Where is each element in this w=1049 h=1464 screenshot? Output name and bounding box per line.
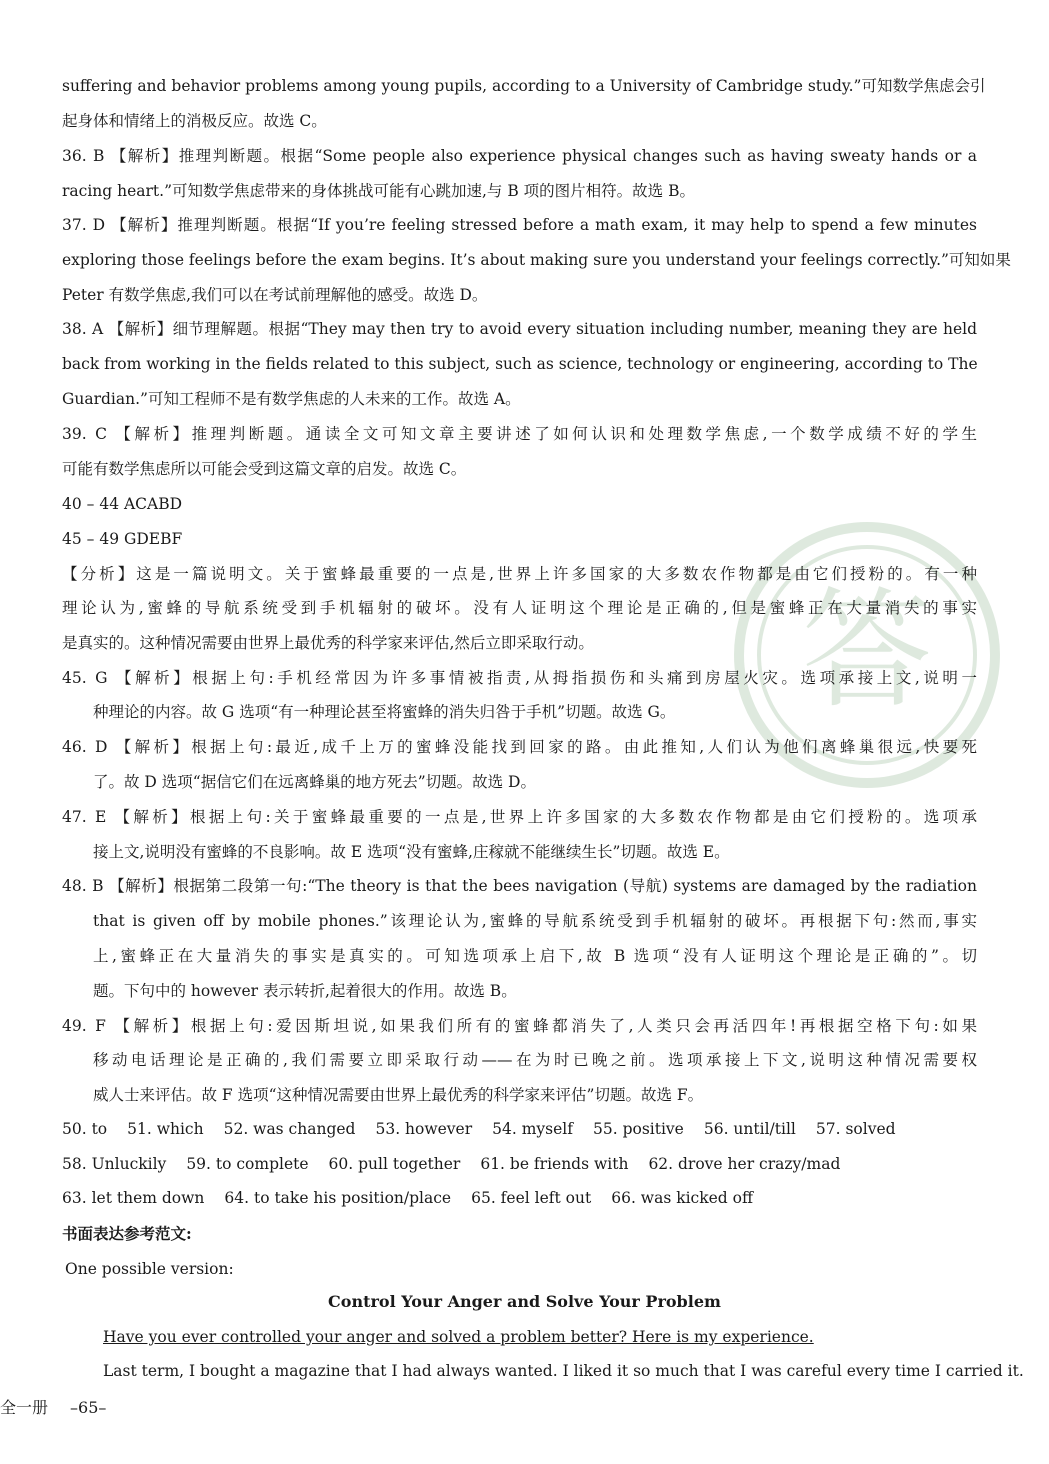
possible-version-label: One possible version: bbox=[65, 1260, 234, 1278]
text-line: 38. A 【解析】细节理解题。根据“They may then try to avoid every situation including number, meaning they are held bbox=[62, 320, 977, 338]
text-line: 36. B 【解析】推理判断题。根据“Some people also experience physical changes such as having sweaty hands or a bbox=[62, 147, 977, 165]
text-line: 47. E 【解析】根据上句:关于蜜蜂最重要的一点是,世界上许多国家的大多数农作物都是由它们授粉的。选项承 bbox=[62, 808, 977, 826]
answer-key-line: 40 – 44 ACABD bbox=[62, 495, 183, 513]
analysis-line: 是真实的。这种情况需要由世界上最优秀的科学家来评估,然后立即采取行动。 bbox=[62, 634, 594, 652]
answer-item: 57. solved bbox=[815, 1120, 896, 1138]
text-line: that is given off by mobile phones.”该理论认为,蜜蜂的导航系统受到手机辐射的破坏。再根据下句:然而,事实 bbox=[93, 912, 977, 930]
answer-item: 50. to bbox=[62, 1120, 108, 1138]
text-line: 了。故 D 选项“据信它们在远离蜂巢的地方死去”切题。故选 D。 bbox=[93, 773, 536, 791]
text-line: exploring those feelings before the exam begins. It’s about making sure you understand your feelings correctly.”可知如果 bbox=[62, 251, 1011, 269]
text-line: 46. D 【解析】根据上句:最近,成千上万的蜜蜂没能找到回家的路。由此推知,人们认为他们离蜂巢很远,快要死 bbox=[62, 738, 977, 756]
page-footer bbox=[0, 1398, 128, 1418]
answer-item: 54. myself bbox=[492, 1120, 573, 1138]
answer-item: 64. to take his position/place bbox=[224, 1189, 452, 1207]
text-line: 接上文,说明没有蜜蜂的不良影响。故 E 选项“没有蜜蜂,庄稼就不能继续生长”切题。故选 E。 bbox=[93, 843, 730, 861]
text-line: racing heart.”可知数学焦虑带来的身体挑战可能有心跳加速,与 B 项的图片相符。故选 B。 bbox=[62, 182, 695, 200]
text-line: 45. G 【解析】根据上句:手机经常因为许多事情被指责,从拇指损伤和头痛到房屋火灾。选项承接上文,说明一 bbox=[62, 669, 977, 687]
answer-item: 60. pull together bbox=[328, 1155, 461, 1173]
answer-item: 61. be friends with bbox=[480, 1155, 629, 1173]
analysis-line: 理论认为,蜜蜂的导航系统受到手机辐射的破坏。没有人证明这个理论是正确的,但是蜜蜂正在大量消失的事实 bbox=[62, 599, 977, 617]
answer-key-line: 45 – 49 GDEBF bbox=[62, 530, 183, 548]
text-line: 48. B 【解析】根据第二段第一句:“The theory is that the bees navigation (导航) systems are damaged by the radiation bbox=[62, 877, 977, 895]
answer-item: 55. positive bbox=[593, 1120, 684, 1138]
writing-heading: 书面表达参考范文: bbox=[62, 1224, 192, 1243]
text-line: 威人士来评估。故 F 选项“这种情况需要由世界上最优秀的科学家来评估”切题。故选 F。 bbox=[93, 1086, 704, 1104]
answer-item: 58. Unluckily bbox=[62, 1155, 167, 1173]
text-line: suffering and behavior problems among young pupils, according to a University of Cambridge study.”可知数学焦虑会引 bbox=[62, 77, 986, 95]
text-line: back from working in the fields related to this subject, such as science, technology or engineering, according to The bbox=[62, 355, 978, 373]
essay-line: Have you ever controlled your anger and solved a problem better? Here is my experience. bbox=[103, 1328, 814, 1346]
answer-item: 59. to complete bbox=[186, 1155, 309, 1173]
answer-item: 52. was changed bbox=[223, 1120, 356, 1138]
text-line: 起身体和情绪上的消极反应。故选 C。 bbox=[62, 112, 327, 130]
text-line: 可能有数学焦虑所以可能会受到这篇文章的启发。故选 C。 bbox=[62, 460, 467, 478]
essay-title: Control Your Anger and Solve Your Problem bbox=[328, 1292, 721, 1311]
page-number: –65– bbox=[70, 1398, 107, 1417]
answer-item: 53. however bbox=[375, 1120, 473, 1138]
text-line: 题。下句中的 however 表示转折,起着很大的作用。故选 B。 bbox=[93, 982, 517, 1000]
svg-text:答: 答 bbox=[801, 574, 933, 726]
answer-item: 51. which bbox=[127, 1120, 204, 1138]
text-line: 37. D 【解析】推理判断题。根据“If you’re feeling stressed before a math exam, it may help to spend a few minutes bbox=[62, 216, 977, 234]
text-line: 49. F 【解析】根据上句:爱因斯坦说,如果我们所有的蜜蜂都消失了,人类只会再活四年!再根据空格下句:如果 bbox=[62, 1017, 977, 1035]
answers-row bbox=[62, 1119, 977, 1139]
text-line: Guardian.”可知工程师不是有数学焦虑的人未来的工作。故选 A。 bbox=[62, 390, 521, 408]
answers-row bbox=[62, 1188, 977, 1208]
answer-item: 66. was kicked off bbox=[611, 1189, 753, 1207]
answer-item: 65. feel left out bbox=[471, 1189, 592, 1207]
text-line: 上,蜜蜂正在大量消失的事实是真实的。可知选项承上启下,故 B 选项“没有人证明这个理论是正确的”。切 bbox=[93, 947, 977, 965]
answer-item: 56. until/till bbox=[703, 1120, 796, 1138]
answer-item: 62. drove her crazy/mad bbox=[648, 1155, 841, 1173]
analysis-line: 【分析】这是一篇说明文。关于蜜蜂最重要的一点是,世界上许多国家的大多数农作物都是由它们授粉的。有一种 bbox=[62, 565, 977, 583]
essay-line: Last term, I bought a magazine that I had always wanted. I liked it so much that I was careful every time I carried it. bbox=[103, 1362, 1024, 1380]
text-line: 种理论的内容。故 G 选项“有一种理论甚至将蜜蜂的消失归咎于手机”切题。故选 G。 bbox=[93, 703, 676, 721]
text-line: 移动电话理论是正确的,我们需要立即采取行动——在为时已晚之前。选项承接上下文,说明这种情况需要权 bbox=[93, 1051, 977, 1069]
book-label: 全一册 bbox=[0, 1398, 49, 1417]
text-line: 39. C 【解析】推理判断题。通读全文可知文章主要讲述了如何认识和处理数学焦虑,一个数学成绩不好的学生 bbox=[62, 425, 977, 443]
answer-item: 63. let them down bbox=[62, 1189, 205, 1207]
text-line: Peter 有数学焦虑,我们可以在考试前理解他的感受。故选 D。 bbox=[62, 286, 488, 304]
answers-row bbox=[62, 1154, 977, 1174]
